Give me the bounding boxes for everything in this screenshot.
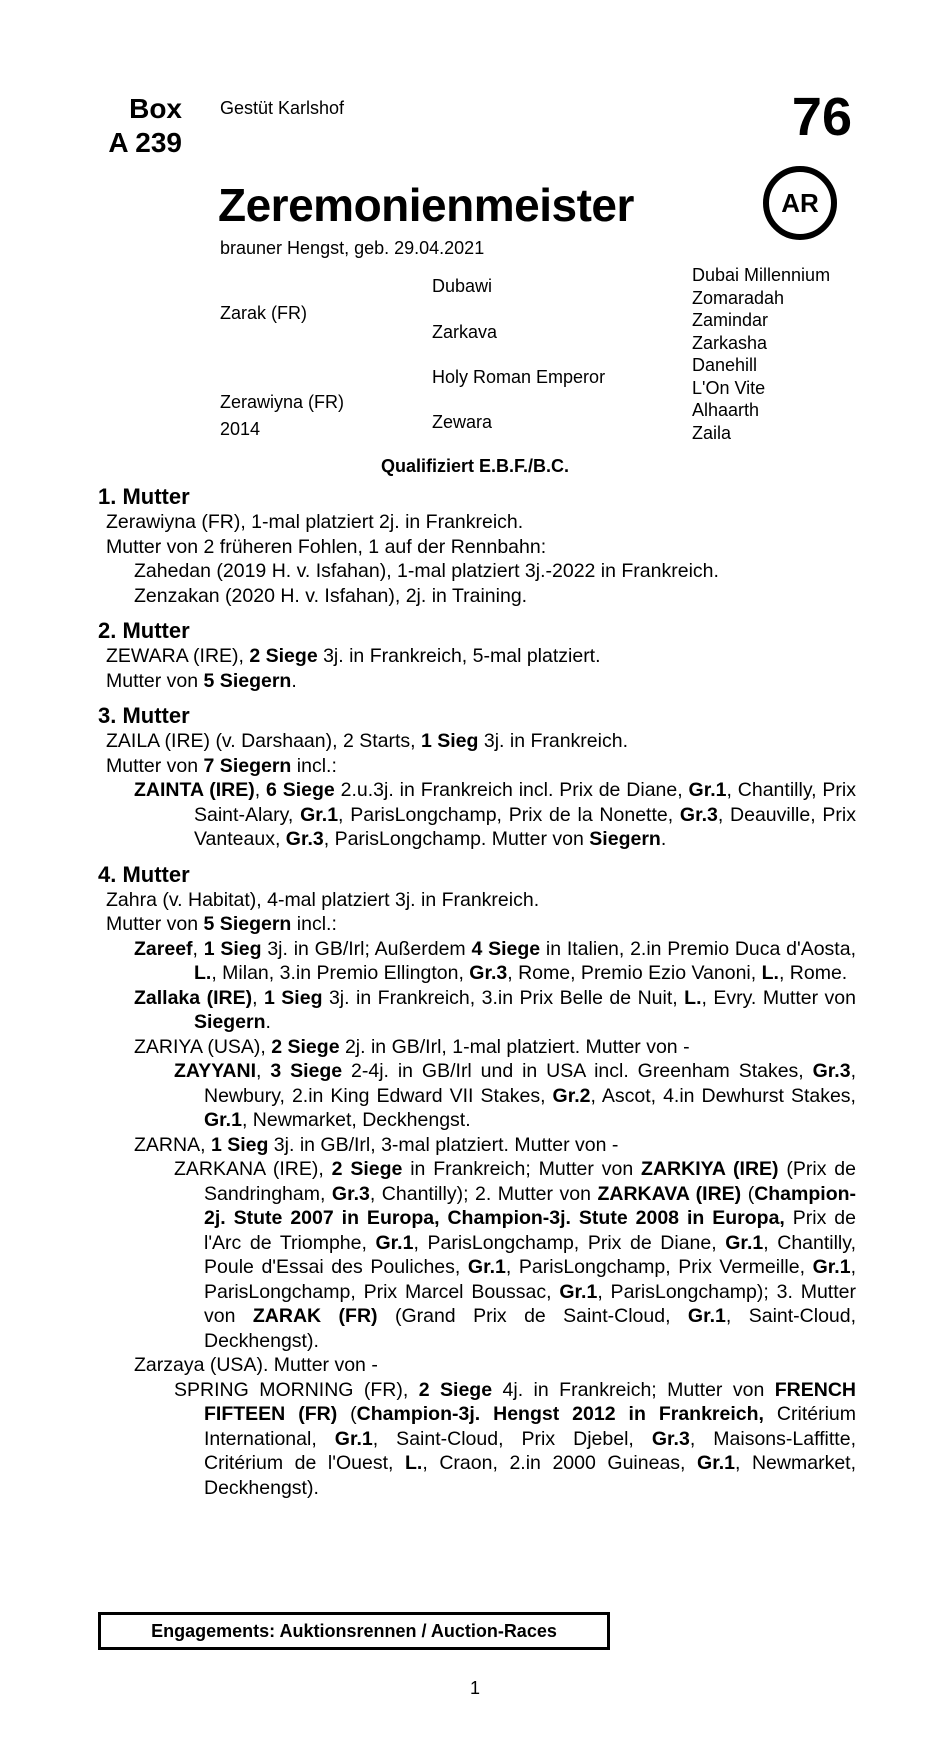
paragraph: Zareef, 1 Sieg 3j. in GB/Irl; Außerdem 4 Siege in Italien, 2.in Premio Duca d'Aosta, L., Milan, 3.in Premio Ellington, Gr.3, Rome, Premio Ezio Vanoni, L., Rome.	[134, 937, 856, 984]
page-number: 1	[469, 1678, 480, 1698]
ar-badge-icon	[763, 166, 837, 240]
pedigree-g3-item: Zaila	[692, 422, 732, 443]
pedigree-dam-dam: Zewara	[432, 412, 493, 432]
stud-name: Gestüt Karlshof	[220, 98, 345, 118]
qualification: Qualifiziert E.B.F./B.C.	[380, 456, 570, 476]
pedigree-dam-year: 2014	[220, 419, 261, 439]
horse-name: Zeremonienmeister	[218, 179, 634, 231]
pedigree-sire: Zarak (FR)	[220, 303, 307, 323]
box-label: Box	[129, 93, 182, 124]
section-title: 3. Mutter	[98, 703, 190, 728]
paragraph: ZAILA (IRE) (v. Darshaan), 2 Starts, 1 Sieg 3j. in Frankreich.	[106, 730, 628, 752]
pedigree-g3-item: Alhaarth	[692, 400, 760, 420]
section-third-dam	[98, 703, 856, 852]
pedigree-g3-item: Danehill	[692, 355, 758, 375]
paragraph: Mutter von 7 Siegern incl.:	[106, 754, 337, 777]
pedigree-third-generation	[692, 264, 830, 444]
paragraph: ZARKANA (IRE), 2 Siege in Frankreich; Mutter von ZARKIYA (IRE) (Prix de Sandringham, Gr.3, Chantilly); 2. Mutter von ZARKAVA (IRE) (Champion-2j. Stute 2007 in Europa, Champion-3j. Stute 2008 in Europa, Prix de l'Arc de Triomphe, Gr.1, ParisLongchamp, Prix de Diane, Gr.1, Chantilly, Poule d'Essai des Pouliches, Gr.1, ParisLongchamp, Prix Vermeille, Gr.1, ParisLongchamp, Prix Marcel Boussac, Gr.1, ParisLongchamp); 3. Mutter von ZARAK (FR) (Grand Prix de Saint-Cloud, Gr.1, Saint-Cloud, Deckhengst).	[174, 1158, 857, 1352]
paragraph: Zahra (v. Habitat), 4-mal platziert 3j. in Frankreich.	[106, 888, 540, 911]
engagements-box	[98, 1612, 610, 1650]
paragraph: Zallaka (IRE), 1 Sieg 3j. in Frankreich, 3.in Prix Belle de Nuit, L., Evry. Mutter von Siegern.	[134, 986, 856, 1033]
paragraph: Mutter von 5 Siegern incl.:	[106, 913, 337, 935]
box-label-block	[92, 92, 182, 160]
paragraph: Mutter von 5 Siegern.	[106, 669, 297, 692]
paragraph: ZAYYANI, 3 Siege 2-4j. in GB/Irl und in USA incl. Greenham Stakes, Gr.3, Newbury, 2.in King Edward VII Stakes, Gr.2, Ascot, 4.in Dewhurst Stakes, Gr.1, Newmarket, Deckhengst.	[174, 1060, 856, 1131]
paragraph: ZEWARA (IRE), 2 Siege 3j. in Frankreich, 5-mal platziert.	[106, 645, 601, 667]
section-title: 1. Mutter	[98, 484, 190, 509]
paragraph: ZAINTA (IRE), 6 Siege 2.u.3j. in Frankreich incl. Prix de Diane, Gr.1, Chantilly, Prix Saint-Alary, Gr.1, ParisLongchamp, Prix de la Nonette, Gr.3, Deauville, Prix Vanteaux, Gr.3, ParisLongchamp. Mutter von Siegern.	[134, 779, 856, 850]
pedigree-dam-sire: Holy Roman Emperor	[432, 367, 606, 387]
pedigree-g3-item: Zomaradah	[692, 287, 785, 308]
pedigree-content	[98, 484, 856, 1510]
pedigree-g3-item: Zamindar	[692, 310, 769, 330]
pedigree-sire-sire: Dubawi	[432, 276, 493, 296]
section-title: 2. Mutter	[98, 618, 190, 643]
section-second-dam	[98, 618, 856, 693]
section-title: 4. Mutter	[98, 861, 190, 887]
pedigree-g3-item: Zarkasha	[692, 332, 768, 353]
paragraph: Mutter von 2 früheren Fohlen, 1 auf der Rennbahn:	[106, 535, 547, 558]
paragraph: ZARNA, 1 Sieg 3j. in GB/Irl, 3-mal platziert. Mutter von -	[134, 1133, 619, 1156]
box-number: A 239	[108, 127, 182, 158]
ar-badge-label: AR	[781, 187, 819, 218]
pedigree-sire-dam: Zarkava	[432, 322, 498, 342]
paragraph: Zerawiyna (FR), 1-mal platziert 2j. in Frankreich.	[106, 511, 524, 533]
section-first-dam	[98, 484, 856, 608]
section-fourth-dam	[98, 862, 856, 1501]
engagements-label: Engagements: Auktionsrennen / Auction-Races	[151, 1620, 557, 1641]
paragraph: Zarzaya (USA). Mutter von -	[134, 1354, 378, 1376]
paragraph: SPRING MORNING (FR), 2 Siege 4j. in Frankreich; Mutter von FRENCH FIFTEEN (FR) (Champion-3j. Hengst 2012 in Frankreich, Critérium International, Gr.1, Saint-Cloud, Prix Djebel, Gr.3, Maisons-Laffitte, Critérium de l'Ouest, L., Craon, 2.in 2000 Guineas, Gr.1, Newmarket, Deckhengst).	[174, 1378, 856, 1499]
paragraph: Zahedan (2019 H. v. Isfahan), 1-mal platziert 3j.-2022 in Frankreich.	[134, 560, 719, 582]
pedigree-dam: Zerawiyna (FR)	[220, 392, 345, 412]
pedigree-g3-item: L'On Vite	[692, 377, 766, 398]
paragraph: ZARIYA (USA), 2 Siege 2j. in GB/Irl, 1-mal platziert. Mutter von -	[134, 1035, 690, 1058]
paragraph: Zenzakan (2020 H. v. Isfahan), 2j. in Training.	[134, 584, 528, 607]
pedigree-g3-item: Dubai Millennium	[692, 265, 831, 285]
horse-description: brauner Hengst, geb. 29.04.2021	[220, 238, 485, 258]
lot-number: 76	[791, 87, 852, 147]
